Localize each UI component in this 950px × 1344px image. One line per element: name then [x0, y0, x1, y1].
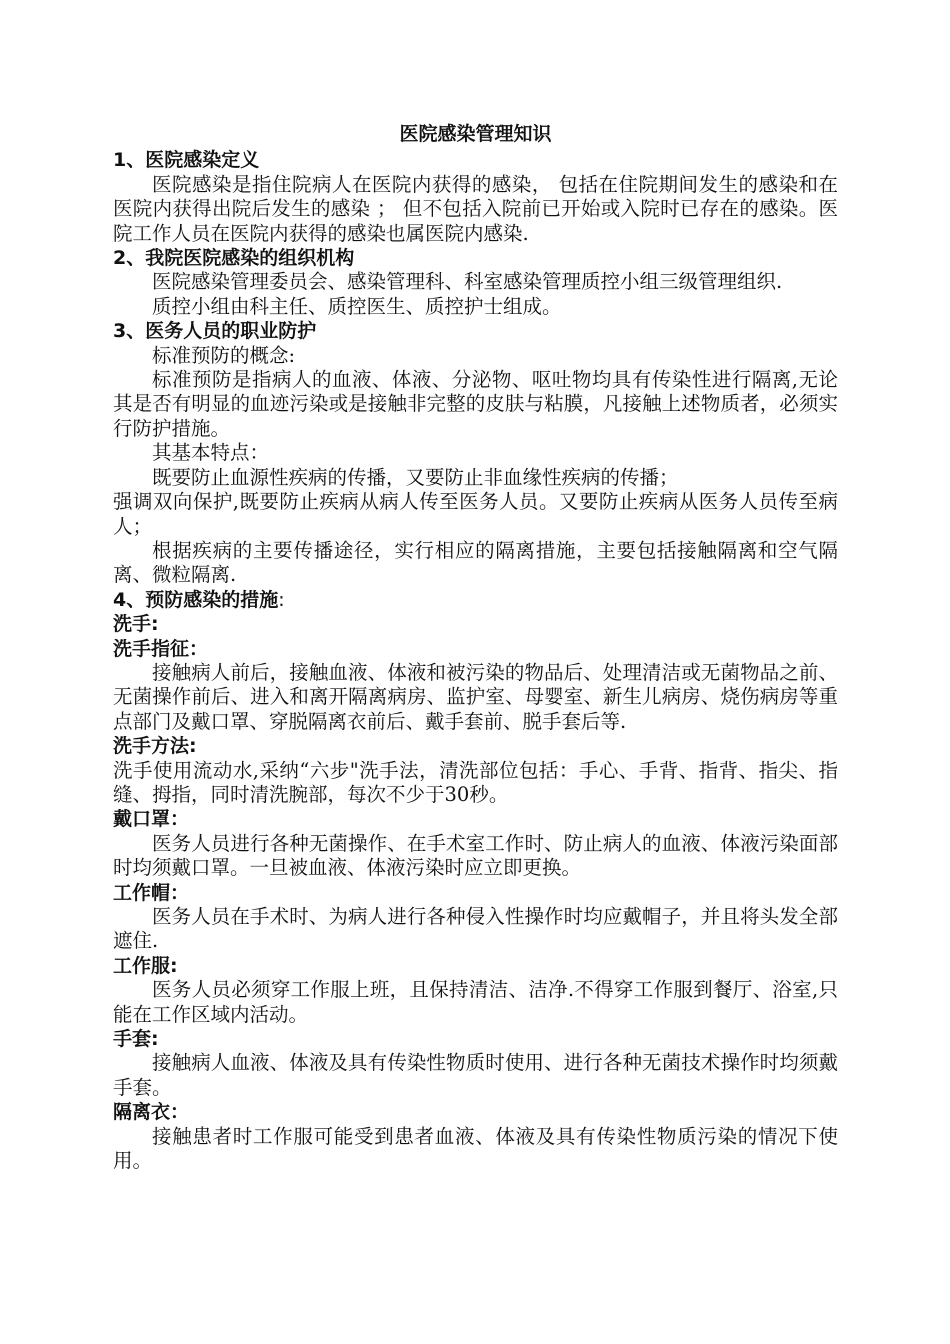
section-heading-4-colon: :: [278, 588, 285, 611]
handwash-indication-heading: 洗手指征：: [113, 637, 209, 660]
handwash-indication-text: 接触病人前后，接触血液、体液和被污染的物品后、处理清洁或无菌物品之前、无菌操作前后、进入和离开隔离病房、监护室、母婴室、新生儿病房、烧伤病房等重点部门及戴口罩、穿脱隔离衣前后、戴手套前、脱手套后等.: [113, 660, 838, 733]
standard-precaution-definition: 标准预防是指病人的血液、体液、分泌物、呕吐物均具有传染性进行隔离,无论其是否有明显的血迹污染或是接触非完整的皮肤与粘膜，凡接触上述物质者，必须实行防护措施。: [113, 368, 838, 440]
section-2-paragraph-1: 医院感染管理委员会、感染管理科、科室感染管理质控小组三级管理组织.: [152, 270, 783, 294]
document-page: [113, 122, 838, 1173]
gloves-text: 接触病人血液、体液及具有传染性物质时使用、进行各种无菌技术操作时均须戴手套。: [113, 1051, 838, 1099]
section-heading-4: [113, 588, 838, 612]
cap-heading: 工作帽：: [113, 881, 190, 904]
standard-precaution-label: 标准预防的概念:: [152, 343, 296, 367]
feature-1: 既要防止血源性疾病的传播，又要防止非血缘性疾病的传播；: [152, 465, 679, 489]
cap-text: 医务人员在手术时、为病人进行各种侵入性操作时均应戴帽子，并且将头发全部遮住.: [113, 905, 838, 953]
section-1-paragraph: 医院感染是指住院病人在医院内获得的感染， 包括在住院期间发生的感染和在医院内获得出院后发生的感染 ； 但不包括入院前已开始或入院时已存在的感染。医院工作人员在医院内获得的感染也属医院内感染.: [113, 172, 838, 245]
uniform-text: 医务人员必须穿工作服上班，且保持清洁、洁净.不得穿工作服到餐厅、浴室,只能在工作区域内活动。: [113, 978, 838, 1026]
mask-text: 医务人员进行各种无菌操作、在手术室工作时、防止病人的血液、体液污染面部时均须戴口罩。一旦被血液、体液污染时应立即更换。: [113, 831, 838, 880]
section-2-paragraph-2: 质控小组由科主任、质控医生、质控护士组成。: [152, 294, 562, 318]
uniform-heading: 工作服:: [113, 954, 178, 977]
handwash-method-heading: 洗手方法:: [113, 735, 197, 758]
section-heading-1: 1、医院感染定义: [113, 149, 260, 172]
gown-text: 接触患者时工作服可能受到患者血液、体液及具有传染性物质污染的情况下使用。: [113, 1124, 838, 1173]
basic-features-label: 其基本特点：: [152, 441, 270, 465]
gloves-heading: 手套:: [113, 1028, 159, 1051]
feature-2: 强调双向保护,既要防止疾病从病人传至医务人员。又要防止疾病从医务人员传至病人；: [113, 490, 838, 538]
section-heading-2: 2、我院医院感染的组织机构: [113, 247, 355, 270]
mask-heading: 戴口罩：: [113, 808, 190, 831]
handwash-heading: 洗手:: [113, 613, 159, 636]
gown-heading: 隔离衣：: [113, 1101, 190, 1124]
section-heading-4-text: 4、预防感染的措施: [113, 588, 279, 611]
document-title: 医院感染管理知识: [399, 123, 552, 145]
section-heading-3: 3、医务人员的职业防护: [113, 320, 317, 343]
feature-3: 根据疾病的主要传播途径，实行相应的隔离措施，主要包括接触隔离和空气隔离、微粒隔离.: [113, 538, 838, 587]
handwash-method-text: 洗手使用流动水,采纳“六步"洗手法，清洗部位包括：手心、手背、指背、指尖、指缝、拇指，同时清洗腕部，每次不少于30秒。: [113, 758, 838, 806]
